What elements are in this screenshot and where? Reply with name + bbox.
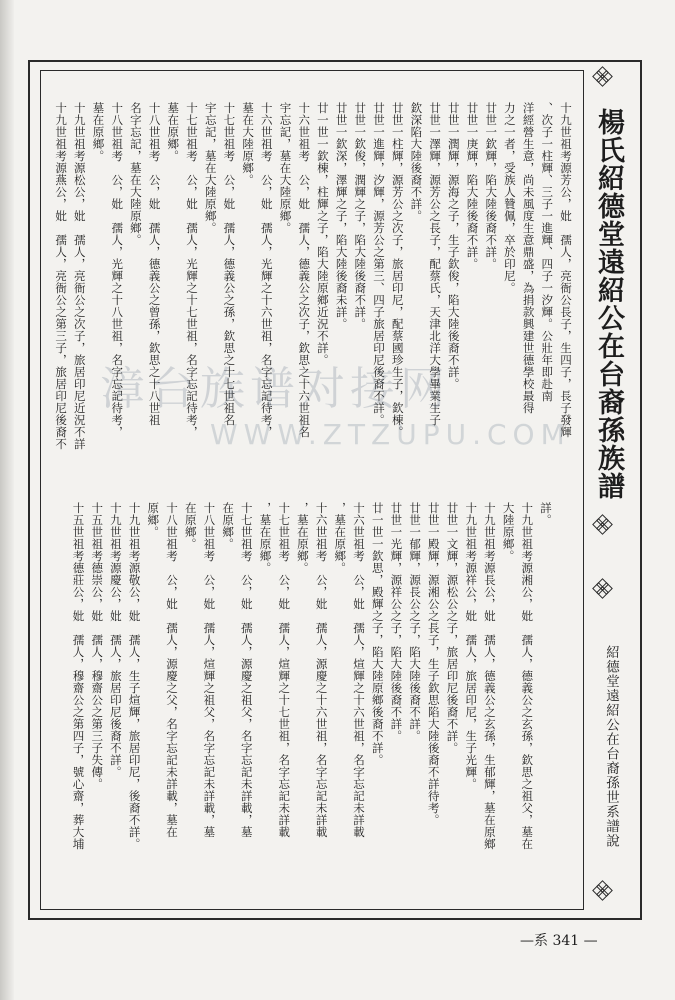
genealogy-column: 欽深陷大陸後裔不詳。 <box>409 102 424 222</box>
genealogy-column: 十五世祖考德崇公，妣 孺人，穆齋公之第三子失傳。 <box>90 502 105 790</box>
genealogy-column: 宇忘記，墓在大陸原鄉。 <box>203 102 218 234</box>
genealogy-column: 十九世祖考源芳公，妣 孺人，亮衙公長子，生四子，長子發輝 <box>559 102 573 438</box>
genealogy-column: 十七世祖考 公，妣 孺人，光輝之十七世祖，名字忘記待考， <box>185 102 199 438</box>
genealogy-column: 廿世一進輝，汐輝，源芳公之第三、四子旅居印尼後裔不詳。 <box>372 102 386 426</box>
genealogy-column: 力之一者，受族人贊佩，卒於印尼。 <box>502 102 517 294</box>
diamond-ornament-icon <box>594 516 612 534</box>
genealogy-column: 十六世祖考 公，妣 孺人，光輝之十六世祖，名字忘記待考， <box>259 102 274 438</box>
genealogy-column: 十七世祖考 公，妣 孺人，德義公之孫，欽思之十七世祖名 <box>222 102 237 426</box>
watermark-url: WWW.ZTZUPU.COM <box>210 418 571 451</box>
genealogy-column: 十八世祖考 公，妣 孺人，煊輝之祖父，名字忘記未詳載，墓 <box>202 502 217 838</box>
genealogy-column: 十九世祖考源敬公，妣 孺人，生子煊輝，旅居印尼，後裔不詳。 <box>127 502 142 850</box>
genealogy-column: 十九世祖考源長公，妣 孺人，德義公之玄孫，生郁輝，墓在原鄉 <box>482 502 497 850</box>
genealogy-column: 廿世一柱輝，源芳公之次子，旅居印尼，配蔡國珍生子，欽棟。 <box>390 102 405 438</box>
genealogy-column: 十七世祖考 公，妣 孺人，煊輝之十七世祖，名字忘記未詳載 <box>277 502 292 838</box>
genealogy-column: 十八世祖考 公，妣 孺人，源慶之父，名字忘記未詳載，墓在 <box>165 502 179 838</box>
section-subtitle: 紹德堂遠紹公在台裔孫世系譜說 <box>603 645 619 848</box>
watermark-text: 漳台族谱对接网 <box>100 362 451 415</box>
genealogy-column: 洋經營生意，尚未風度生意鼎盛，為捐款興建世德學校最得 <box>521 102 536 414</box>
genealogy-column: 十五世祖考德莊公，妣 孺人，穆齋公之第四子，號心齋，葬大埔 <box>71 502 86 850</box>
genealogy-column: 廿世一澤輝，源芳公之長子，配蔡氏，天津北洋大學畢業生子 <box>428 102 443 426</box>
genealogy-column: 墓在大陸原鄉。 <box>241 102 256 186</box>
genealogy-column: 宇忘記，墓在大陸原鄉。 <box>278 102 293 234</box>
genealogy-column: 十九世祖考源慶公，妣 孺人，旅居印尼後裔不詳。 <box>108 502 123 778</box>
genealogy-column: 十九世祖考源燕公，妣 孺人，亮衙公之第三子，旅居印尼後裔不 <box>54 102 69 450</box>
genealogy-column: 廿世一郁輝，源長公之子，陷大陸後裔不詳。 <box>408 502 423 742</box>
genealogy-column: 廿一世一欽思，殿輝之子，陷大陸原鄉後裔不詳。 <box>370 502 385 766</box>
genealogy-column: 十八世祖考 公，妣 孺人，光輝之十八世祖，名字忘記待考， <box>110 102 125 438</box>
genealogy-column: 十六世祖考 公，妣 孺人，德義公之次子，欽思之十六世祖名 <box>297 102 312 438</box>
genealogy-column: 廿一世一欽棟，柱輝之子，陷大陸原鄉近況不詳。 <box>315 102 330 366</box>
genealogy-column: 墓在原鄉。 <box>91 102 106 162</box>
genealogy-column: 墓在原鄉。 <box>166 102 181 162</box>
diamond-ornament-icon <box>594 580 612 598</box>
genealogy-column: 廿世一庚輝，陷大陸後裔不詳。 <box>465 102 480 270</box>
genealogy-column: 十九世祖考源松公，妣 孺人，亮衙公之次子，旅居印尼近況不詳 <box>72 102 87 450</box>
genealogy-column: 廿世一文輝，源松公之子，旅居印尼後裔不詳。 <box>445 502 460 754</box>
genealogy-column: 十八世祖考 公，妣 孺人，德義公之曾孫，欽思之十八世祖 <box>147 102 162 426</box>
genealogy-column: 十九世祖考源祥公，妣 孺人，旅居印尼，生子光輝。 <box>464 502 479 790</box>
genealogy-column: 廿世一潤輝，源海之子，生子欽俊，陷大陸後裔不詳。 <box>446 102 461 390</box>
genealogy-column: 廿世一欽俊，潤輝之子，陷大陸後裔不詳。 <box>353 102 368 330</box>
genealogy-column: 在原鄉。 <box>183 502 198 550</box>
genealogy-column: 十七世祖考 公，妣 孺人，源慶之祖父，名字忘記未詳載，墓 <box>239 502 254 838</box>
diamond-ornament-icon <box>594 68 612 86</box>
genealogy-column: 廿世一欽輝，陷大陸後裔不詳。 <box>484 102 499 270</box>
genealogy-column: 名字忘記，墓在大陸原鄉。 <box>128 102 143 246</box>
genealogy-column: 廿世一光輝，源祥公之子，陷大陸後裔不詳。 <box>389 502 404 742</box>
genealogy-column: ，墓在原鄉。 <box>333 502 348 574</box>
genealogy-column: 十六世祖考 公，妣 孺人，煊輝之十六世祖，名字忘記未詳載 <box>352 502 366 838</box>
genealogy-column: 在原鄉。 <box>221 502 236 550</box>
genealogy-column: 詳。 <box>539 502 553 526</box>
genealogy-column: 十九世祖考源湘公，妣 孺人，德義公之玄孫，欽思之祖父，墓在 <box>520 502 535 850</box>
genealogy-column: 原鄉。 <box>146 502 161 538</box>
genealogy-column: 十六世祖考 公，妣 孺人，源慶之十六世祖，名字忘記未詳載 <box>314 502 329 838</box>
diamond-ornament-icon <box>594 882 612 900</box>
genealogy-column: 廿世一欽深，澤輝之子，陷大陸後裔未詳。 <box>334 102 349 330</box>
genealogy-column: 、次子一柱輝、三子一進輝、四子一汐輝。公壯年即赴南 <box>540 102 555 402</box>
page-number: —系 341 — <box>520 933 598 949</box>
genealogy-column: 大陸原鄉。 <box>501 502 516 562</box>
book-title: 楊氏紹德堂遠紹公在台裔孫族譜 <box>593 108 624 500</box>
genealogy-column: 廿世一殿輝，源湘公之長子，生子欽思陷大陸後裔不詳待考。 <box>426 502 441 826</box>
genealogy-column: ，墓在原鄉。 <box>258 502 273 574</box>
page-binding-shadow <box>0 0 14 1000</box>
genealogy-column: ，墓在原鄉。 <box>295 502 310 574</box>
